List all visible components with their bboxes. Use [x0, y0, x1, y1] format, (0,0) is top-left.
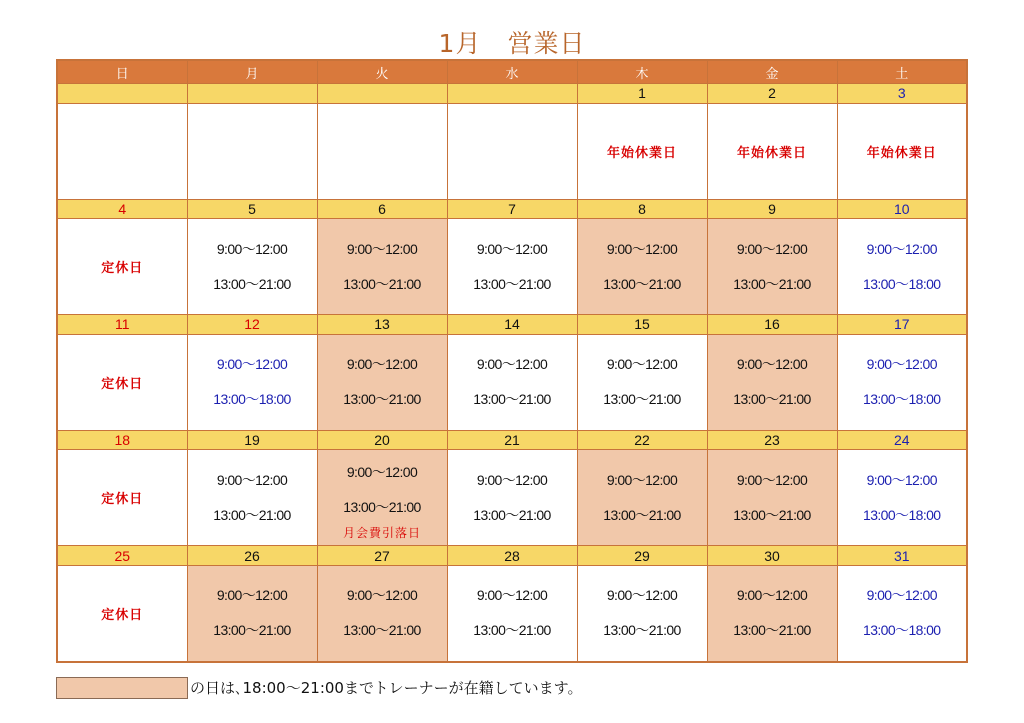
date-row — [57, 84, 967, 103]
morning-hours: 9:00～12:00 — [476, 587, 548, 604]
closed-day-label: 定休日 — [101, 376, 144, 392]
morning-hours: 9:00～12:00 — [476, 471, 548, 488]
date-number: 4 — [57, 199, 187, 218]
day-cell — [577, 219, 707, 315]
afternoon-hours: 13:00～18:00 — [863, 391, 941, 408]
weekday-wed: 水 — [447, 60, 577, 84]
day-cell — [837, 334, 967, 430]
morning-hours: 9:00～12:00 — [866, 587, 937, 604]
afternoon-hours: 13:00～21:00 — [213, 506, 291, 523]
day-cell — [707, 334, 837, 430]
day-cell — [577, 565, 707, 662]
date-number: 29 — [577, 546, 707, 565]
morning-hours: 9:00～12:00 — [346, 356, 418, 373]
day-cell — [707, 565, 837, 662]
date-number: 3 — [837, 84, 967, 103]
calendar-weeks — [57, 84, 967, 662]
date-number — [187, 84, 317, 103]
day-cell — [57, 565, 187, 662]
date-number: 7 — [447, 199, 577, 218]
morning-hours: 9:00～12:00 — [736, 587, 808, 604]
legend-swatch — [56, 677, 188, 699]
morning-hours: 9:00～12:00 — [736, 356, 808, 373]
morning-hours: 9:00～12:00 — [606, 356, 678, 373]
day-cell — [187, 565, 317, 662]
morning-hours: 9:00～12:00 — [216, 240, 288, 257]
date-number: 20 — [317, 430, 447, 449]
afternoon-hours: 13:00～21:00 — [343, 498, 421, 515]
date-number: 21 — [447, 430, 577, 449]
schedule-row — [57, 103, 967, 199]
day-cell — [317, 334, 447, 430]
schedule-row — [57, 565, 967, 662]
afternoon-hours: 13:00～21:00 — [733, 275, 811, 292]
date-number: 12 — [187, 315, 317, 334]
date-row — [57, 315, 967, 334]
schedule-row — [57, 219, 967, 315]
schedule-row — [57, 334, 967, 430]
date-number: 26 — [187, 546, 317, 565]
afternoon-hours: 13:00～21:00 — [213, 622, 291, 639]
day-cell — [447, 334, 577, 430]
date-row — [57, 199, 967, 218]
weekday-mon: 月 — [187, 60, 317, 84]
date-number: 17 — [837, 315, 967, 334]
afternoon-hours: 13:00～21:00 — [473, 391, 551, 408]
afternoon-hours: 13:00～21:00 — [603, 622, 681, 639]
day-cell — [447, 219, 577, 315]
afternoon-hours: 13:00～21:00 — [473, 275, 551, 292]
afternoon-hours: 13:00～21:00 — [343, 391, 421, 408]
date-number: 25 — [57, 546, 187, 565]
date-number: 18 — [57, 430, 187, 449]
date-number — [57, 84, 187, 103]
date-number: 31 — [837, 546, 967, 565]
day-cell — [707, 450, 837, 546]
day-cell — [447, 565, 577, 662]
morning-hours: 9:00～12:00 — [866, 240, 937, 257]
weekday-header-row — [57, 60, 967, 84]
day-cell — [57, 103, 187, 199]
day-cell — [317, 103, 447, 199]
date-number: 24 — [837, 430, 967, 449]
afternoon-hours: 13:00～21:00 — [603, 391, 681, 408]
date-number: 14 — [447, 315, 577, 334]
closed-day-label: 定休日 — [101, 607, 144, 623]
day-cell — [837, 565, 967, 662]
day-cell — [837, 103, 967, 199]
morning-hours: 9:00～12:00 — [606, 587, 678, 604]
afternoon-hours: 13:00～18:00 — [213, 391, 291, 408]
legend-text: の日は､18:00～21:00までトレーナーが在籍しています。 — [190, 679, 583, 697]
date-number: 1 — [577, 84, 707, 103]
fee-debit-note: 月会費引落日 — [342, 525, 421, 540]
afternoon-hours: 13:00～18:00 — [863, 275, 941, 292]
day-cell — [187, 334, 317, 430]
morning-hours: 9:00～12:00 — [216, 587, 288, 604]
date-number: 15 — [577, 315, 707, 334]
day-cell — [837, 219, 967, 315]
morning-hours: 9:00～12:00 — [346, 240, 418, 257]
schedule-row — [57, 450, 967, 546]
morning-hours: 9:00～12:00 — [476, 240, 548, 257]
new-year-holiday-label: 年始休業日 — [866, 145, 937, 161]
date-number: 30 — [707, 546, 837, 565]
afternoon-hours: 13:00～21:00 — [473, 506, 551, 523]
closed-day-label: 定休日 — [101, 261, 144, 277]
day-cell — [57, 219, 187, 315]
new-year-holiday-label: 年始休業日 — [736, 145, 807, 161]
day-cell — [57, 450, 187, 546]
weekday-thu: 木 — [577, 60, 707, 84]
afternoon-hours: 13:00～21:00 — [343, 622, 421, 639]
afternoon-hours: 13:00～18:00 — [863, 622, 941, 639]
date-number: 19 — [187, 430, 317, 449]
new-year-holiday-label: 年始休業日 — [606, 145, 677, 161]
morning-hours: 9:00～12:00 — [606, 471, 678, 488]
afternoon-hours: 13:00～21:00 — [473, 622, 551, 639]
date-number: 2 — [707, 84, 837, 103]
day-cell — [317, 219, 447, 315]
afternoon-hours: 13:00～21:00 — [733, 506, 811, 523]
weekday-fri: 金 — [707, 60, 837, 84]
day-cell — [187, 103, 317, 199]
morning-hours: 9:00～12:00 — [216, 471, 288, 488]
date-number: 23 — [707, 430, 837, 449]
date-number: 8 — [577, 199, 707, 218]
date-number: 6 — [317, 199, 447, 218]
day-cell — [707, 219, 837, 315]
afternoon-hours: 13:00～21:00 — [603, 275, 681, 292]
morning-hours: 9:00～12:00 — [736, 471, 808, 488]
morning-hours: 9:00～12:00 — [606, 240, 678, 257]
day-cell — [57, 334, 187, 430]
business-day-calendar — [56, 59, 968, 663]
morning-hours: 9:00～12:00 — [736, 240, 808, 257]
date-number: 22 — [577, 430, 707, 449]
day-cell — [577, 103, 707, 199]
day-cell — [577, 334, 707, 430]
morning-hours: 9:00～12:00 — [866, 471, 937, 488]
date-row — [57, 430, 967, 449]
morning-hours: 9:00～12:00 — [866, 356, 937, 373]
morning-hours: 9:00～12:00 — [346, 463, 418, 480]
date-number: 16 — [707, 315, 837, 334]
date-number: 9 — [707, 199, 837, 218]
day-cell — [187, 219, 317, 315]
weekday-sat: 土 — [837, 60, 967, 84]
day-cell — [447, 450, 577, 546]
closed-day-label: 定休日 — [101, 492, 144, 508]
afternoon-hours: 13:00～21:00 — [733, 622, 811, 639]
day-cell — [447, 103, 577, 199]
weekday-tue: 火 — [317, 60, 447, 84]
day-cell — [317, 450, 447, 546]
date-number: 28 — [447, 546, 577, 565]
date-row — [57, 546, 967, 565]
date-number: 11 — [57, 315, 187, 334]
date-number: 5 — [187, 199, 317, 218]
morning-hours: 9:00～12:00 — [216, 356, 288, 373]
afternoon-hours: 13:00～21:00 — [343, 275, 421, 292]
date-number: 13 — [317, 315, 447, 334]
afternoon-hours: 13:00～21:00 — [733, 391, 811, 408]
afternoon-hours: 13:00～18:00 — [863, 506, 941, 523]
morning-hours: 9:00～12:00 — [346, 587, 418, 604]
day-cell — [317, 565, 447, 662]
day-cell — [837, 450, 967, 546]
date-number — [317, 84, 447, 103]
date-number: 10 — [837, 199, 967, 218]
morning-hours: 9:00～12:00 — [476, 356, 548, 373]
date-number: 27 — [317, 546, 447, 565]
day-cell — [577, 450, 707, 546]
day-cell — [187, 450, 317, 546]
afternoon-hours: 13:00～21:00 — [603, 506, 681, 523]
calendar-title: 1月 営業日 — [438, 29, 586, 58]
weekday-sun: 日 — [57, 60, 187, 84]
day-cell — [707, 103, 837, 199]
date-number — [447, 84, 577, 103]
afternoon-hours: 13:00～21:00 — [213, 275, 291, 292]
